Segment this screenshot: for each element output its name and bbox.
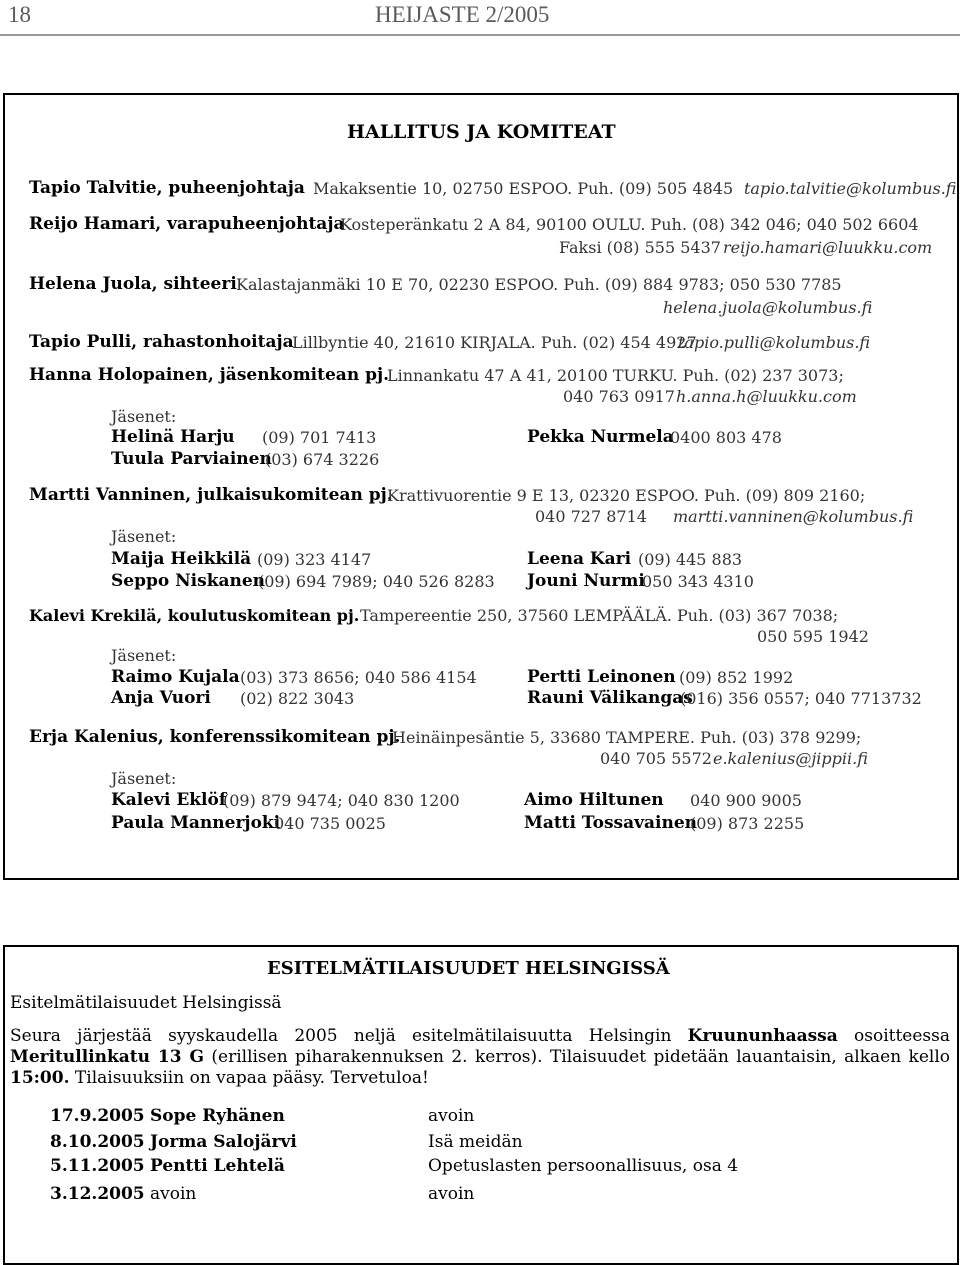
member-name: Raimo Kujala [111, 667, 240, 687]
membership-info: Linnankatu 47 A 41, 20100 TURKU. Puh. (02) 237 3073; [387, 366, 844, 385]
member-phone: (03) 373 8656; 040 586 4154 [240, 668, 477, 687]
member-name: Seppo Niskanen [111, 571, 266, 591]
event-topic: avoin [428, 1106, 475, 1126]
vice-chair-email[interactable]: reijo.hamari@luukku.com [723, 238, 933, 257]
training-info: Tampereentie 250, 37560 LEMPÄÄLÄ. Puh. (03) 367 7038; [360, 606, 839, 625]
conference-email[interactable]: e.kalenius@jippii.fi [713, 749, 868, 768]
member-name: Pertti Leinonen [527, 667, 676, 687]
member-name: Tuula Parviainen [111, 449, 272, 469]
member-phone: (09) 873 2255 [690, 814, 805, 833]
member-name: Anja Vuori [111, 688, 211, 708]
conference-phone2: 040 705 5572 [600, 749, 712, 768]
conference-info: Heinäinpesäntie 5, 33680 TAMPERE. Puh. (03) 378 9299; [392, 728, 862, 747]
member-phone: 0400 803 478 [670, 428, 782, 447]
event-speaker: Sope Ryhänen [150, 1106, 285, 1126]
member-phone: (09) 445 883 [638, 550, 743, 569]
publications-head: Martti Vanninen, julkaisukomitean pj. [29, 485, 393, 505]
member-name: Kalevi Eklöf [111, 790, 227, 810]
treasurer-info: Lillbyntie 40, 21610 KIRJALA. Puh. (02) 454 4927 [292, 333, 697, 352]
training-head: Kalevi Krekilä, koulutuskomitean pj. [29, 606, 360, 625]
member-phone: 050 343 4310 [642, 572, 754, 591]
member-phone: 040 735 0025 [274, 814, 386, 833]
member-name: Leena Kari [527, 549, 632, 569]
event-topic: avoin [428, 1184, 475, 1204]
event-speaker: Pentti Lehtelä [150, 1156, 285, 1176]
member-phone: (02) 822 3043 [240, 689, 355, 708]
event-date: 3.12.2005 [50, 1184, 145, 1204]
vice-chair-fax: Faksi (08) 555 5437 [559, 238, 721, 257]
treasurer-email[interactable]: tapio.pulli@kolumbus.fi [678, 333, 871, 352]
member-phone: (09) 879 9474; 040 830 1200 [223, 791, 460, 810]
publications-info: Krattivuorentie 9 E 13, 02320 ESPOO. Puh. (09) 809 2160; [387, 486, 866, 505]
member-name: Paula Mannerjoki [111, 813, 281, 833]
publications-phone2: 040 727 8714 [535, 507, 647, 526]
board-title: HALLITUS JA KOMITEAT [347, 121, 616, 143]
publications-email[interactable]: martti.vanninen@kolumbus.fi [673, 507, 914, 526]
event-speaker: Jorma Salojärvi [150, 1132, 297, 1152]
secretary-info: Kalastajanmäki 10 E 70, 02230 ESPOO. Puh. (09) 884 9783; 050 530 7785 [236, 275, 842, 294]
member-phone: (016) 356 0557; 040 7713732 [680, 689, 922, 708]
membership-email[interactable]: h.anna.h@luukku.com [676, 387, 857, 406]
vice-chair-info: Kosteperänkatu 2 A 84, 90100 OULU. Puh. (08) 342 046; 040 502 6604 [340, 215, 919, 234]
member-phone: (09) 701 7413 [262, 428, 377, 447]
membership-phone2: 040 763 0917 [563, 387, 675, 406]
event-topic: Isä meidän [428, 1132, 523, 1152]
member-phone: (09) 852 1992 [679, 668, 794, 687]
event-date: 17.9.2005 [50, 1106, 145, 1126]
member-name: Aimo Hiltunen [524, 790, 664, 810]
secretary-email[interactable]: helena.juola@kolumbus.fi [663, 298, 873, 317]
chair-email[interactable]: tapio.talvitie@kolumbus.fi [744, 179, 957, 198]
member-name: Jouni Nurmi [527, 571, 645, 591]
membership-members-label: Jäsenet: [111, 407, 177, 426]
membership-head: Hanna Holopainen, jäsenkomitean pj. [29, 365, 390, 385]
member-phone: (09) 694 7989; 040 526 8283 [258, 572, 495, 591]
screenings-subtitle: Esitelmätilaisuudet Helsingissä [10, 993, 282, 1013]
screenings-paragraph: Seura järjestää syyskaudella 2005 neljä esitelmätilaisuutta Helsingin Kruununhaassa osoitteessa Meritullinkatu 13 G (erillisen piharakennuksen 2. kerros). Tilaisuudet pidetään lauantaisin, alkaen kello 15:00. Tilaisuuksiin on vapaa pääsy. Tervetuloa! [10, 1026, 950, 1088]
event-speaker: avoin [150, 1184, 197, 1204]
chair-info: Makaksentie 10, 02750 ESPOO. Puh. (09) 505 4845 [313, 179, 734, 198]
member-phone: (03) 674 3226 [265, 450, 380, 469]
chair-name: Tapio Talvitie, puheenjohtaja [29, 178, 305, 198]
publication-title: HEIJASTE 2/2005 [375, 2, 550, 27]
event-date: 5.11.2005 [50, 1156, 145, 1176]
training-phone2: 050 595 1942 [757, 627, 869, 646]
member-name: Pekka Nurmela [527, 427, 674, 447]
member-name: Maija Heikkilä [111, 549, 252, 569]
event-date: 8.10.2005 [50, 1132, 145, 1152]
event-topic: Opetuslasten persoonallisuus, osa 4 [428, 1156, 739, 1176]
member-phone: (09) 323 4147 [257, 550, 372, 569]
page-number: 18 [8, 2, 31, 27]
conference-members-label: Jäsenet: [111, 769, 177, 788]
member-phone: 040 900 9005 [690, 791, 802, 810]
treasurer-name: Tapio Pulli, rahastonhoitaja [29, 332, 294, 352]
secretary-name: Helena Juola, sihteeri [29, 274, 237, 294]
conference-head: Erja Kalenius, konferenssikomitean pj. [29, 727, 401, 747]
screenings-title: ESITELMÄTILAISUUDET HELSINGISSÄ [267, 958, 670, 979]
vice-chair-name: Reijo Hamari, varapuheenjohtaja [29, 214, 345, 234]
publications-members-label: Jäsenet: [111, 527, 177, 546]
training-members-label: Jäsenet: [111, 646, 177, 665]
header-rule [0, 34, 960, 36]
member-name: Rauni Välikangas [527, 688, 693, 708]
member-name: Helinä Harju [111, 427, 235, 447]
member-name: Matti Tossavainen [524, 813, 697, 833]
